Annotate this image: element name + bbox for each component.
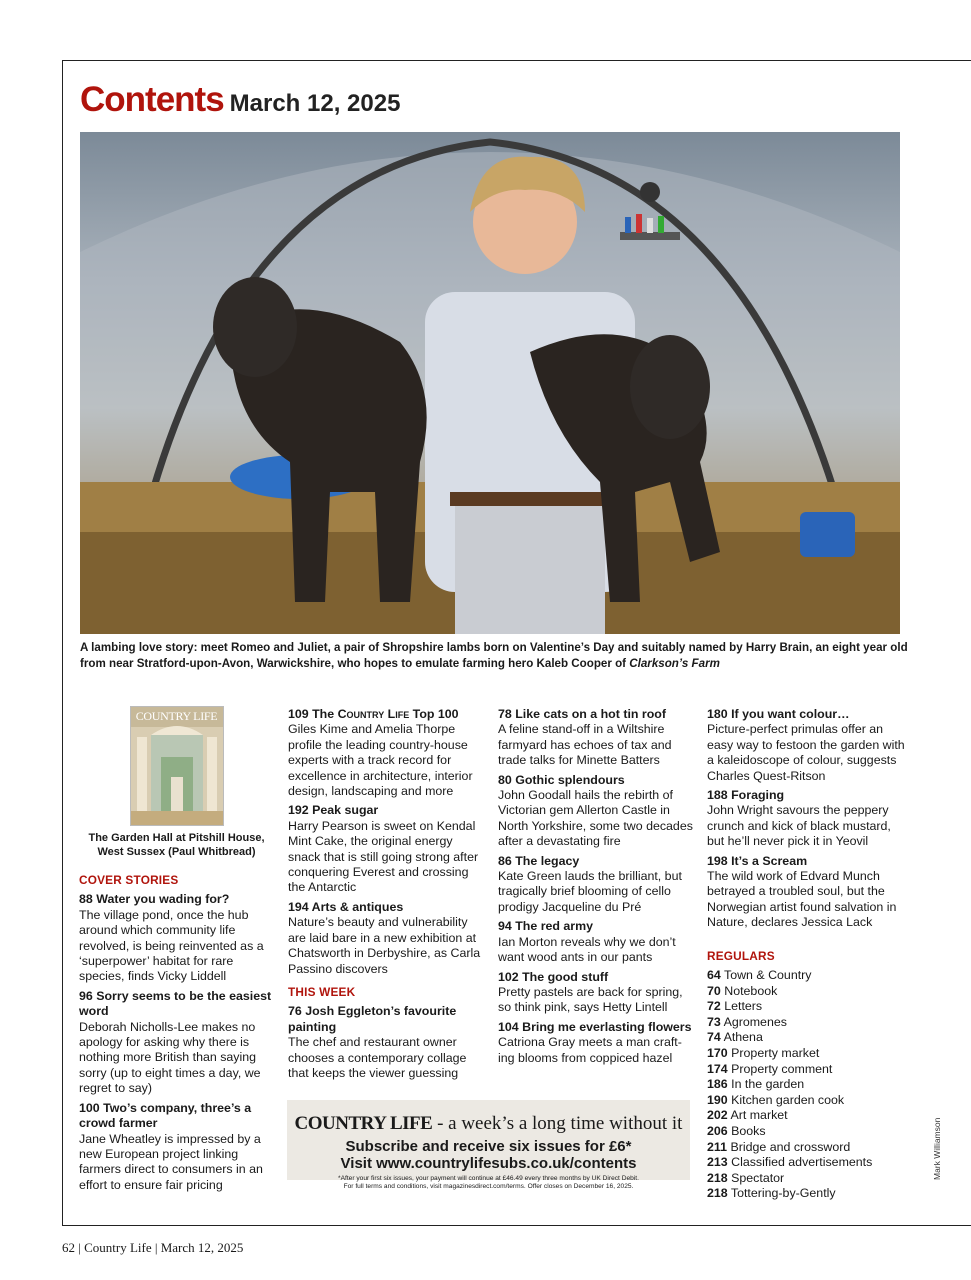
promo-url[interactable]: Visit www.countrylifesubs.co.uk/contents [340, 1155, 637, 1172]
cover-caption: The Garden Hall at Pitshill House, West Sussex (Paul Whitbread) [88, 832, 265, 858]
contents-heading: Contents [80, 80, 224, 119]
toc-entry[interactable] [707, 788, 907, 850]
entry-title: 104 Bring me everlasting flowers [498, 1019, 692, 1034]
magazine-cover-thumbnail[interactable] [131, 707, 223, 825]
toc-entry[interactable] [288, 900, 484, 977]
promo-brand: COUNTRY LIFE [294, 1113, 433, 1134]
photo-credit: Mark Williamson [932, 1117, 942, 1180]
entry-title: 88 Water you wading for? [79, 892, 230, 907]
this-week-heading: THIS WEEK [288, 984, 356, 999]
page-folio: 62 | Country Life | March 12, 2025 [62, 1240, 244, 1255]
regular-item[interactable]: 170 Property market [707, 1046, 820, 1061]
toc-entry[interactable] [707, 854, 907, 931]
regular-item[interactable]: 211 Bridge and crossword [707, 1139, 851, 1154]
issue-date: March 12, 2025 [229, 90, 401, 117]
entry-title: 78 Like cats on a hot tin roof [498, 707, 666, 721]
promo-brand-line [287, 1113, 690, 1135]
toc-entry[interactable] [79, 892, 274, 984]
entry-title: 102 The good stuff [498, 969, 609, 984]
entry-title: 94 The red army [498, 919, 594, 934]
photo-caption [80, 640, 910, 672]
toc-entry[interactable] [79, 989, 274, 1097]
toc-entry[interactable] [288, 707, 484, 799]
toc-entry[interactable] [707, 707, 907, 784]
entry-title: 76 Josh Eggleton’s favourite painting [288, 1004, 457, 1034]
entry-title: 96 Sorry seems to be the easiest word [79, 988, 272, 1019]
regular-item[interactable]: 70 Notebook [707, 983, 778, 998]
entry-description: John Wright savours the peppery crunch and kick of black mustard, but he’ll never pick it in Yeovil [707, 803, 891, 849]
entry-title: 194 Arts & antiques [288, 899, 404, 914]
regular-item[interactable]: 218 Tottering-by-Gently [707, 1186, 836, 1201]
entry-title: 100 Two’s company, three’s a crowd farmer [79, 1100, 252, 1131]
entry-title [288, 707, 484, 722]
column-2 [288, 707, 484, 1085]
toc-entry[interactable] [79, 1101, 274, 1193]
cover-image [131, 707, 223, 825]
regular-item[interactable]: 174 Property comment [707, 1061, 833, 1076]
regulars-list [707, 968, 907, 1202]
subscription-promo[interactable] [287, 1100, 690, 1190]
regular-item[interactable]: 202 Art market [707, 1108, 788, 1123]
promo-terms-1: *After your first six issues, your payment will continue at £46.49 every three months by UK Direct Debit. [338, 1175, 639, 1182]
cover-photo [80, 132, 900, 634]
entry-description: Pretty pastels are back for spring, so think pink, says Hetty Lintell [498, 984, 683, 1015]
entry-description: The chef and restaurant owner chooses a contemporary collage that keeps the viewer guessing [288, 1035, 467, 1080]
toc-entry[interactable] [498, 1020, 695, 1066]
cover-masthead: COUNTRY LIFE [135, 709, 218, 723]
entry-description: John Goodall hails the rebirth of Victorian gem Allerton Castle in North Yorkshire, some two decades after a devastating fire [498, 788, 693, 849]
regular-item[interactable]: 190 Kitchen garden cook [707, 1092, 845, 1107]
promo-offer: Subscribe and receive six issues for £6* [345, 1138, 632, 1155]
page-title [80, 80, 400, 120]
regular-item[interactable]: 186 In the garden [707, 1077, 805, 1092]
entry-description: Ian Morton reveals why we don’t want wood ants in our pants [498, 934, 676, 965]
entry-title: 80 Gothic splendours [498, 772, 625, 787]
toc-entry[interactable] [288, 803, 484, 895]
promo-terms-2: For full terms and conditions, visit magazinesdirect.com/terms. Offer closes on December 16, 2025. [343, 1183, 634, 1190]
entry-title: 198 It’s a Scream [707, 853, 808, 868]
regular-item[interactable]: 72 Letters [707, 999, 763, 1014]
entry-title: 188 Foraging [707, 788, 785, 803]
entry-description: A feline stand-off in a Wiltshire farmyard has echoes of tax and trade talks for Minette Batters [498, 722, 672, 768]
column-4 [707, 707, 907, 1202]
toc-entry[interactable] [498, 707, 695, 769]
cover-stories-heading: COVER STORIES [79, 873, 179, 887]
entry-description: Kate Green lauds the brilliant, but tragically brief blooming of cello prodigy Jacqueline du Pré [498, 869, 682, 914]
regular-item[interactable]: 74 Athena [707, 1030, 763, 1045]
regulars-heading: REGULARS [707, 948, 775, 963]
column-1 [79, 707, 274, 1197]
column-3 [498, 707, 695, 1070]
entry-description: Deborah Nicholls-Lee makes no apology for asking why there is nothing more British than saying sorry (up to eight times a day, we regret to say) [79, 1019, 261, 1096]
entry-description: The village pond, once the hub around which community life revolved, is being reinvented as a ‘superpower’ habitat for rare species, finds Vicky Liddell [79, 907, 264, 984]
regular-item[interactable]: 206 Books [707, 1124, 766, 1139]
entry-title-brand: Country Life [337, 707, 410, 721]
regular-item[interactable]: 218 Spectator [707, 1170, 785, 1185]
entry-description: Picture-perfect primulas offer an easy way to festoon the garden with a kaleidoscope of colour, suggests Charles Quest-Ritson [707, 722, 905, 783]
regular-item[interactable]: 73 Agromenes [707, 1014, 787, 1029]
toc-entry[interactable] [498, 970, 695, 1016]
entry-title: 192 Peak sugar [288, 803, 379, 818]
entry-description: The wild work of Edvard Munch betrayed a troubled soul, but the Norwegian artist found salvation in Nature, declares Jessica Lack [707, 869, 897, 930]
toc-entry[interactable] [498, 773, 695, 850]
toc-entry[interactable] [498, 919, 695, 965]
regular-item[interactable]: 213 Classified advertisements [707, 1155, 873, 1170]
promo-tagline: - a week’s a long time without it [432, 1113, 683, 1134]
toc-entry[interactable] [288, 1004, 484, 1081]
entry-description: Jane Wheatley is impressed by a new European project linking farmers direct to consumers in an effort to ensure fair pricing [79, 1131, 263, 1192]
entry-description: Harry Pearson is sweet on Kendal Mint Cake, the original energy snack that is still going strong after conquering Everest and crossing the Antarctic [288, 818, 479, 895]
entry-title-end: Top 100 [409, 707, 459, 721]
toc-entry[interactable] [498, 854, 695, 916]
regular-item[interactable]: 64 Town & Country [707, 968, 812, 983]
caption-text: A lambing love story: meet Romeo and Juliet, a pair of Shropshire lambs born on Valentine’s Day and suitably named by Harry Brain, an eight year old from near Stratford-upon-Avon, Warwickshire, who hopes to emulate farming hero Kaleb Cooper of [80, 641, 908, 671]
lambing-photo-illustration [80, 132, 900, 634]
entry-title: 180 If you want colour… [707, 707, 850, 721]
entry-description: Catriona Gray meets a man craft-ing blooms from coppiced hazel [498, 1035, 682, 1065]
entry-title: 86 The legacy [498, 853, 580, 868]
caption-show-title: Clarkson’s Farm [629, 657, 720, 671]
entry-title-number: 109 The [288, 707, 338, 721]
entry-description: Giles Kime and Amelia Thorpe profile the leading country-house experts with a track record for excellence in architecture, interior design, landscaping and more [288, 722, 473, 799]
entry-description: Nature’s beauty and vulnerability are laid bare in a new exhibition at Chatsworth in Derbyshire, as Carla Passino discovers [288, 915, 481, 976]
